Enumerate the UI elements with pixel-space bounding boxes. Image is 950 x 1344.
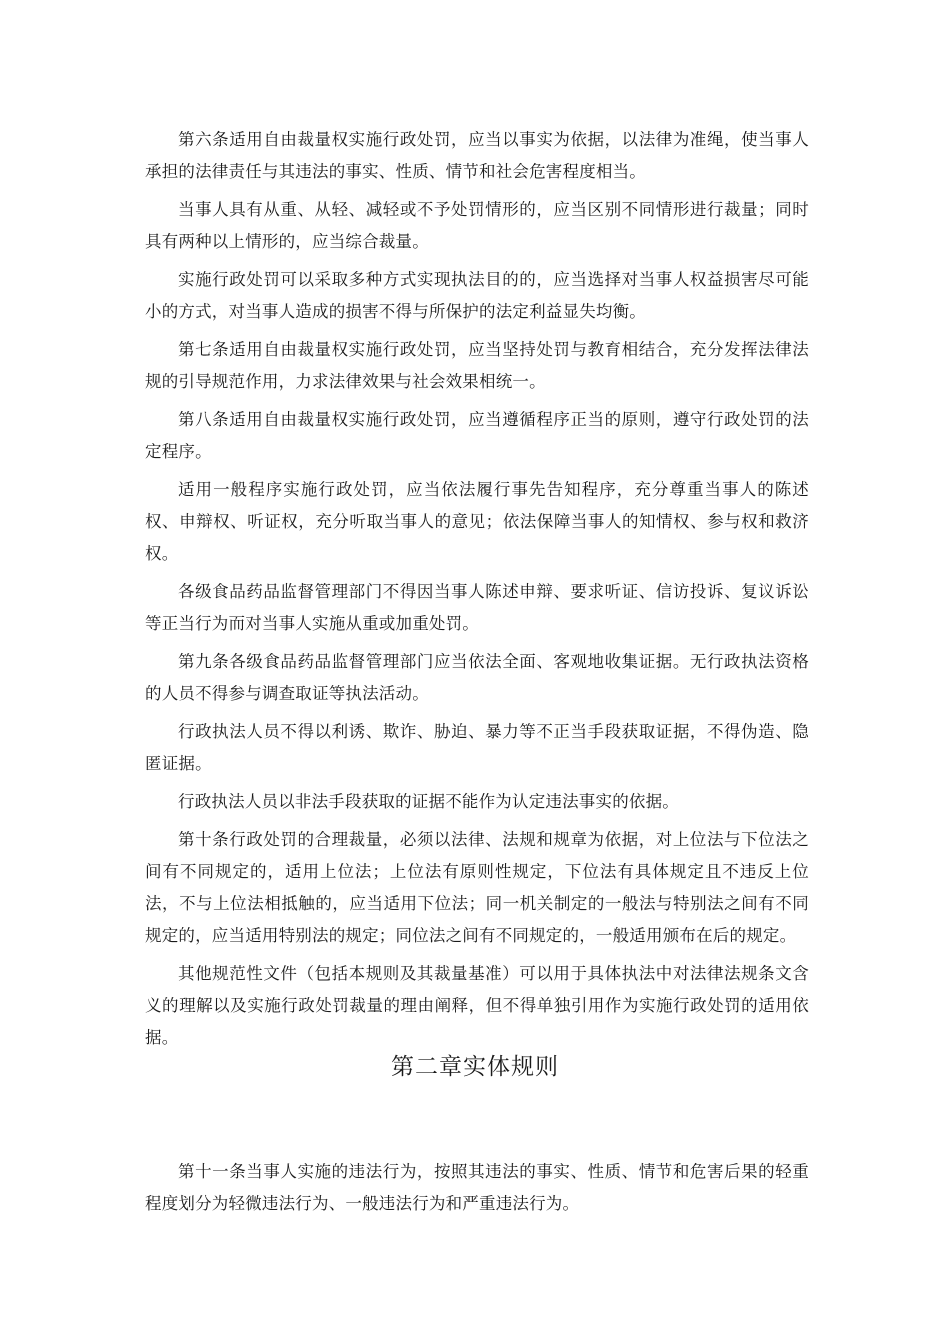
paragraph: 行政执法人员以非法手段获取的证据不能作为认定违法事实的依据。 (178, 792, 679, 811)
paragraph-article-6: 第六条适用自由裁量权实施行政处罚，应当以事实为依据，以法律为准绳，使当事人承担的法律责任与其违法的事实、性质、情节和社会危害程度相当。 (145, 130, 809, 181)
paragraph: 实施行政处罚可以采取多种方式实现执法目的的，应当选择对当事人权益损害尽可能小的方式，对当事人造成的损害不得与所保护的法定利益显失均衡。 (145, 270, 809, 321)
document-body (145, 124, 809, 1060)
paragraph-article-8: 第八条适用自由裁量权实施行政处罚，应当遵循程序正当的原则，遵守行政处罚的法定程序。 (145, 410, 809, 461)
paragraph-article-7: 第七条适用自由裁量权实施行政处罚，应当坚持处罚与教育相结合，充分发挥法律法规的引导规范作用，力求法律效果与社会效果相统一。 (145, 340, 809, 391)
paragraph: 当事人具有从重、从轻、减轻或不予处罚情形的，应当区别不同情形进行裁量；同时具有两种以上情形的，应当综合裁量。 (145, 200, 809, 251)
paragraph: 行政执法人员不得以利诱、欺诈、胁迫、暴力等不正当手段获取证据，不得伪造、隐匿证据。 (145, 722, 809, 773)
paragraph-article-10: 第十条行政处罚的合理裁量，必须以法律、法规和规章为依据，对上位法与下位法之间有不同规定的，适用上位法；上位法有原则性规定，下位法有具体规定且不违反上位法，不与上位法相抵触的，应当适用下位法；同一机关制定的一般法与特别法之间有不同规定的，应当适用特别法的规定；同位法之间有不同规定的，一般适用颁布在后的规定。 (145, 830, 809, 945)
chapter-title: 第二章实体规则 (391, 1054, 559, 1080)
paragraph: 其他规范性文件（包括本规则及其裁量基准）可以用于具体执法中对法律法规条文含义的理解以及实施行政处罚裁量的理由阐释，但不得单独引用作为实施行政处罚的适用依据。 (145, 964, 809, 1047)
paragraph: 各级食品药品监督管理部门不得因当事人陈述申辩、要求听证、信访投诉、复议诉讼等正当行为而对当事人实施从重或加重处罚。 (145, 582, 809, 633)
paragraph-article-11: 第十一条当事人实施的违法行为，按照其违法的事实、性质、情节和危害后果的轻重程度划分为轻微违法行为、一般违法行为和严重违法行为。 (145, 1162, 809, 1213)
chapter-body (145, 1156, 809, 1226)
paragraph-article-9: 第九条各级食品药品监督管理部门应当依法全面、客观地收集证据。无行政执法资格的人员不得参与调查取证等执法活动。 (145, 652, 809, 703)
paragraph: 适用一般程序实施行政处罚，应当依法履行事先告知程序，充分尊重当事人的陈述权、申辩权、听证权，充分听取当事人的意见；依法保障当事人的知情权、参与权和救济权。 (145, 480, 809, 563)
